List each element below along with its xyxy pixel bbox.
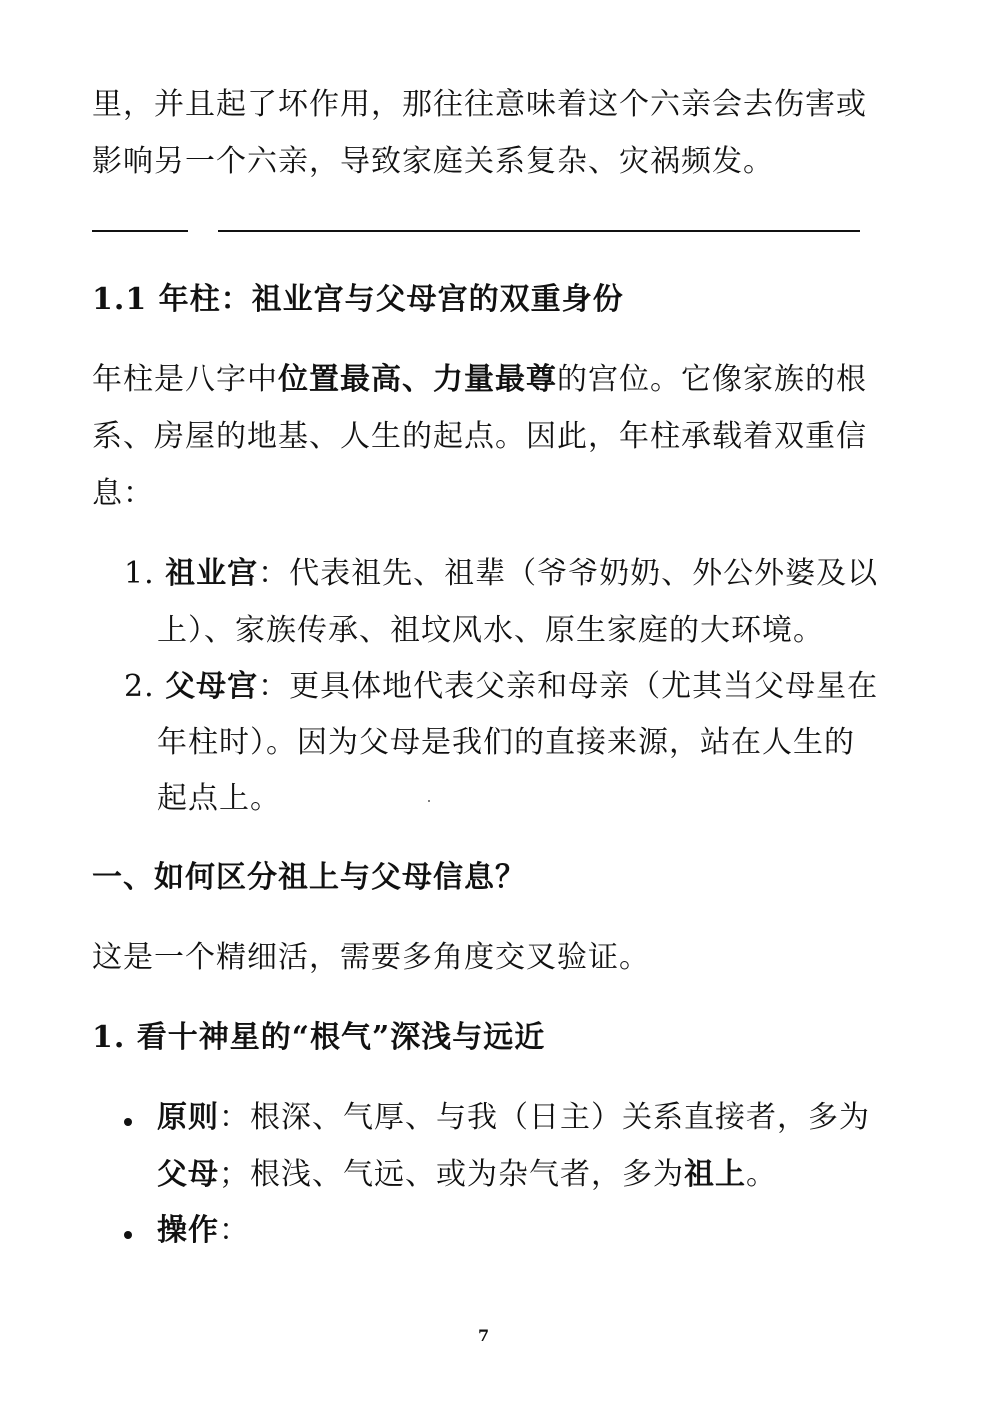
bullet-text: ： [219,1213,250,1248]
bullet-2-line-1 [157,1211,250,1251]
bullet-term: 祖上 [684,1157,746,1192]
bullet-1-line-2 [157,1155,777,1195]
list-item-1-line-2: 上）、家族传承、祖坟风水、原生家庭的大环境。 [157,613,824,648]
bullet-term: 原则 [157,1100,219,1135]
subsection-1-title: 1. 看十神星的“根气”深浅与远近 [92,1020,546,1055]
bullet-text: ；根浅、气远、或为杂气者，多为 [219,1157,684,1192]
bullet-1-line-1 [157,1098,870,1138]
bullet-marker [124,1118,132,1126]
list-term: 祖业宫 [165,556,259,591]
list-number: 2. [124,669,155,704]
section-1-1-para-line-1 [92,360,867,400]
list-term: 父母宫 [165,669,259,704]
page-number: 7 [478,1326,490,1345]
list-item-1-line-1 [124,554,878,594]
list-text: ：更具体地代表父亲和母亲（尤其当父母星在 [258,669,879,704]
intro-line-1: 里，并且起了坏作用，那往往意味着这个六亲会去伤害或 [92,87,867,122]
bullet-text: ：根深、气厚、与我（日主）关系直接者，多为 [219,1100,870,1135]
para-text: 的宫位。它像家族的根 [557,362,867,397]
separator-short [92,230,188,232]
section-one-para: 这是一个精细活，需要多角度交叉验证。 [92,940,650,975]
bullet-term: 操作 [157,1213,219,1248]
para-emphasis: 位置最高、力量最尊 [278,362,557,397]
section-one-title: 一、如何区分祖上与父母信息？ [92,860,526,895]
bullet-term: 父母 [157,1157,219,1192]
separator-long [218,230,860,232]
para-text: 年柱是八字中 [92,362,278,397]
bullet-marker [124,1231,132,1239]
list-number: 1. [124,556,155,591]
section-1-1-para-line-2: 系、房屋的地基、人生的起点。因此，年柱承载着双重信 [92,419,867,454]
section-1-1-para-line-3: 息： [92,476,154,511]
list-text: ：代表祖先、祖辈（爷爷奶奶、外公外婆及以 [258,556,879,591]
list-item-2-line-2: 年柱时）。因为父母是我们的直接来源，站在人生的 [157,725,855,760]
intro-line-2: 影响另一个六亲，导致家庭关系复杂、灾祸频发。 [92,144,774,179]
list-item-2-line-3: 起点上。 [157,781,281,816]
bullet-text: 。 [746,1157,777,1192]
scan-speck [428,800,430,802]
list-item-2-line-1 [124,667,878,707]
section-1-1-title: 1.1 年柱：祖业宫与父母宫的双重身份 [92,282,624,317]
